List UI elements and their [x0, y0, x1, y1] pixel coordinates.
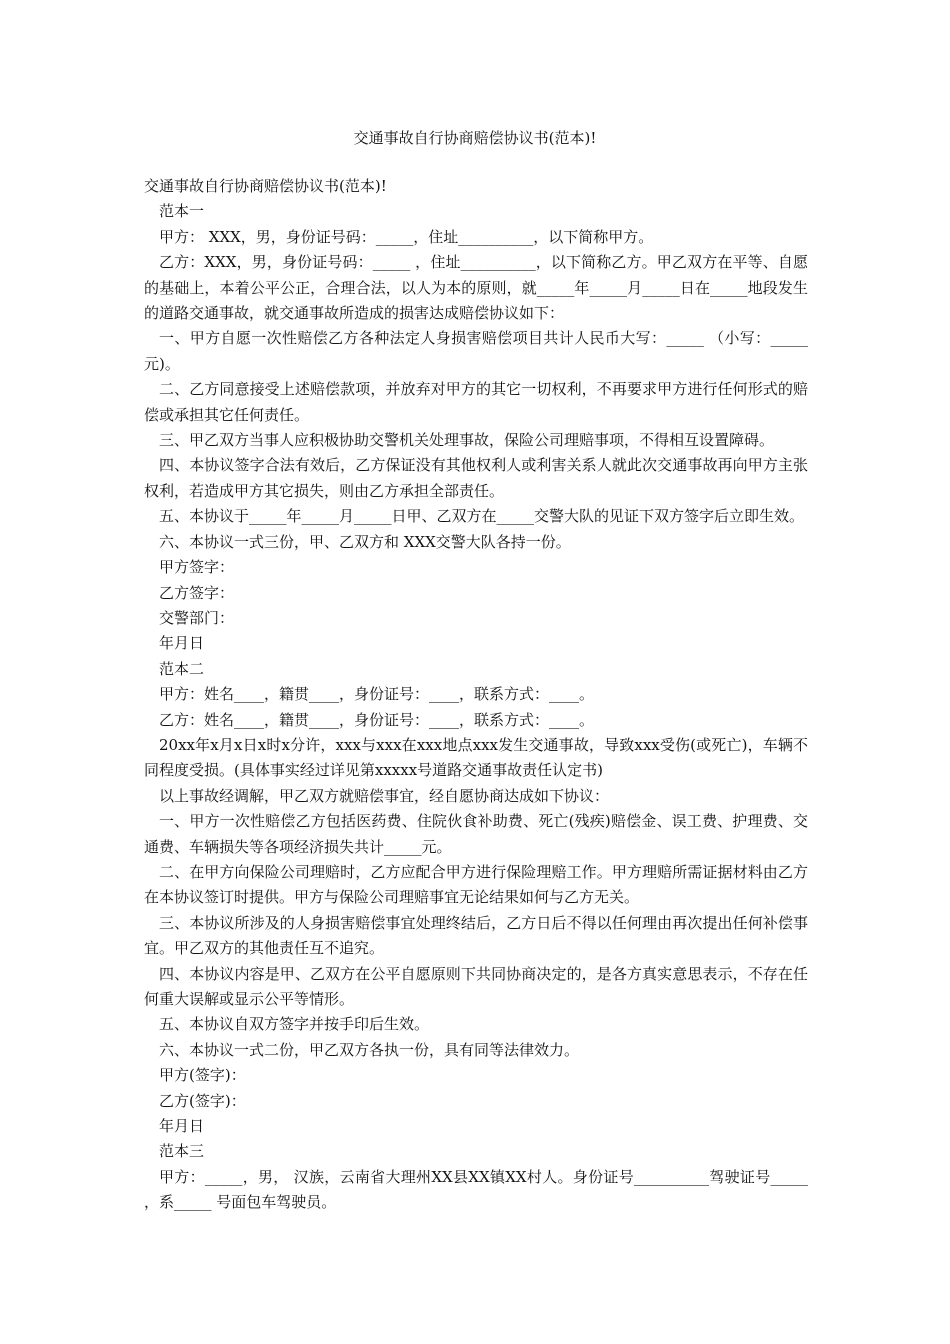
- paragraph: 乙方：姓名____，籍贯____，身份证号：____，联系方式：____。: [159, 710, 595, 729]
- paragraph: 以上事故经调解，甲乙双方就赔偿事宜，经自愿协商达成如下协议：: [159, 786, 610, 805]
- page-title: 交通事故自行协商赔偿协议书(范本)!: [353, 129, 597, 147]
- paragraph: 交警部门：: [159, 608, 235, 627]
- paragraph: 五、本协议自双方签字并按手印后生效。: [159, 1015, 430, 1034]
- paragraph: 乙方：XXX，男，身份证号码：_____ ，住址__________，以下简称乙方。甲乙双方在平等、自愿的基础上，本着公平公正，合理合法，以人为本的原则，就_____年_____月_____日在_____地段发生的道路交通事故，就交通事故所造成的损害达成赔偿协议如下：: [144, 253, 808, 323]
- paragraph: 五、本协议于_____年_____月_____日甲、乙双方在_____交警大队的见证下双方签字后立即生效。: [159, 507, 805, 526]
- paragraph: 范本三: [159, 1142, 205, 1161]
- document-body: [144, 174, 808, 1216]
- paragraph: 甲方： XXX，男，身份证号码：_____，住址__________，以下简称甲方。: [159, 227, 654, 246]
- paragraph: 年月日: [159, 634, 205, 653]
- paragraph: 二、乙方同意接受上述赔偿款项，并放弃对甲方的其它一切权利，不再要求甲方进行任何形式的赔偿或承担其它任何责任。: [144, 380, 808, 424]
- paragraph: 二、在甲方向保险公司理赔时，乙方应配合甲方进行保险理赔工作。甲方理赔所需证据材料由乙方在本协议签订时提供。甲方与保险公司理赔事宜无论结果如何与乙方无关。: [144, 862, 808, 907]
- paragraph: 一、甲方一次性赔偿乙方包括医药费、住院伙食补助费、死亡(残疾)赔偿金、误工费、护理费、交通费、车辆损失等各项经济损失共计_____元。: [144, 812, 808, 856]
- paragraph: 甲方：_____，男， 汉族，云南省大理州XX县XX镇XX村人。身份证号__________驾驶证号_____ ，系_____ 号面包车驾驶员。: [144, 1167, 808, 1212]
- paragraph: 三、甲乙双方当事人应积极协助交警机关处理事故，保险公司理赔事项，不得相互设置障碍。: [159, 431, 775, 450]
- paragraph: 六、本协议一式二份，甲乙双方各执一份，具有同等法律效力。: [159, 1040, 580, 1059]
- paragraph: 乙方(签字)：: [159, 1091, 246, 1110]
- paragraph: 甲方(签字)：: [159, 1066, 246, 1085]
- paragraph: 六、本协议一式三份，甲、乙双方和 XXX交警大队各持一份。: [159, 532, 571, 551]
- paragraph: 甲方签字：: [159, 558, 235, 577]
- paragraph: 范本二: [159, 659, 205, 678]
- paragraph: 年月日: [159, 1117, 205, 1136]
- paragraph: 四、本协议签字合法有效后，乙方保证没有其他权利人或利害关系人就此次交通事故再向甲方主张权利，若造成甲方其它损失，则由乙方承担全部责任。: [144, 456, 808, 500]
- paragraph: 三、本协议所涉及的人身损害赔偿事宜处理终结后，乙方日后不得以任何理由再次提出任何补偿事宜。甲乙双方的其他责任互不追究。: [144, 913, 808, 958]
- paragraph: 20xx年x月x日x时x分许，xxx与xxx在xxx地点xxx发生交通事故，导致xxx受伤(或死亡)，车辆不同程度受损。(具体事实经过详见第xxxxx号道路交通事故责任认定书): [144, 735, 808, 780]
- paragraph: 乙方签字：: [159, 583, 235, 602]
- paragraph: 四、本协议内容是甲、乙双方在公平自愿原则下共同协商决定的，是各方真实意思表示，不存在任何重大误解或显示公平等情形。: [144, 964, 808, 1008]
- paragraph: 一、甲方自愿一次性赔偿乙方各种法定人身损害赔偿项目共计人民币大写：_____ （小写：_____元)。: [144, 329, 808, 373]
- paragraph: 甲方：姓名____，籍贯____，身份证号：____，联系方式：____。: [159, 685, 595, 704]
- paragraph: 范本一: [159, 202, 205, 221]
- paragraph: 交通事故自行协商赔偿协议书(范本)!: [144, 177, 387, 195]
